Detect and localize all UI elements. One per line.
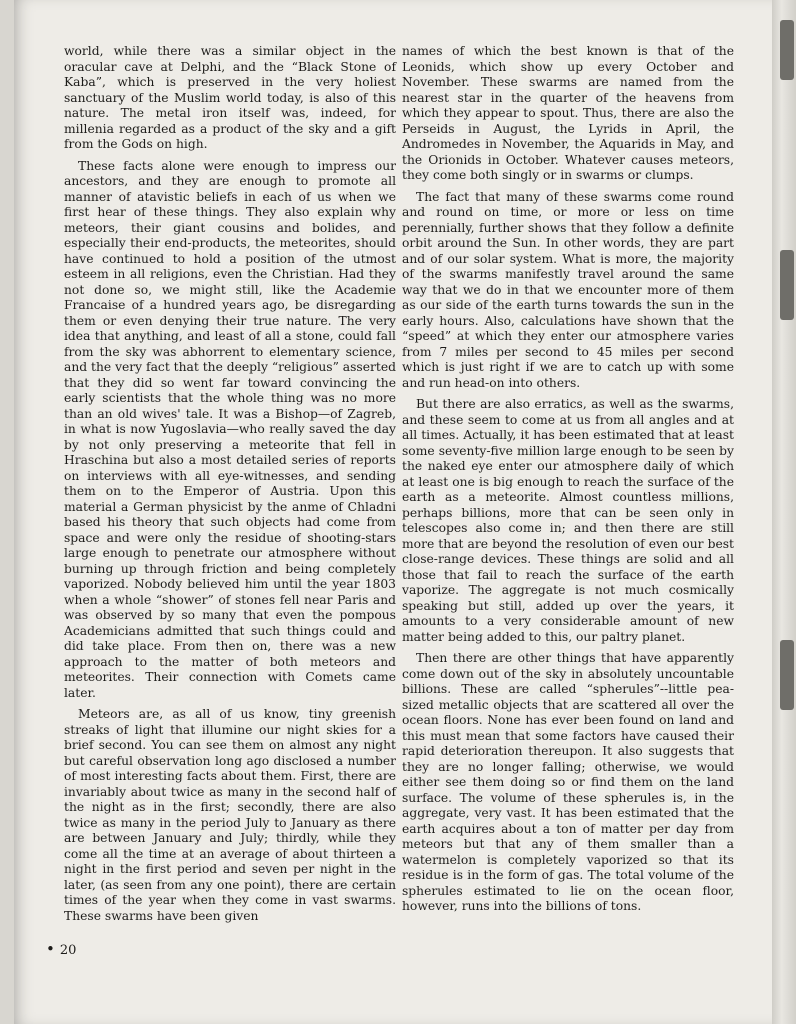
magazine-page [14, 0, 786, 1024]
paragraph: world, while there was a similar object in the oracular cave at Delphi, and the “Black Stone of Kaba”, which is preserved in the very holiest sanctuary of the Muslim world today, is also of this nature. The metal iron itself was, indeed, for millenia regarded as a product of the sky and a gift from the Gods on high. [64, 44, 396, 151]
paragraph: But there are also erratics, as well as the swarms, and these seem to come at us from all angles and at all times. Actually, it has been estimated that at least some seventy-five million large enough to be seen by the naked eye enter our atmosphere daily of which at least one is big enough to reach the surface of the earth as a meteorite. Almost countless millions, perhaps billions, more that can be seen only in telescopes also come in; and then there are still more that are beyond the resolution of even our best close-range devices. These things are solid and all those that fail to reach the surface of the earth vaporize. The aggregate is not much cosmically speaking but still, added up over the years, it amounts to a very considerable amount of new matter being added to this, our paltry planet. [402, 397, 734, 644]
page-edge [772, 0, 796, 1024]
page-number [46, 940, 76, 958]
binder-tab [780, 20, 794, 80]
paragraph: These facts alone were enough to impress our ancestors, and they are enough to promote all manner of atavistic beliefs in each of us when we first hear of these things. They also explain why meteors, their giant cousins and bolides, and especially their end-products, the meteorites, should have continued to hold a position of the utmost esteem in all religions, even the Christian. Had they not done so, we might still, like the Academie Francaise of a hundred years ago, be disregarding them or even denying their true nature. The very idea that anything, and least of all a stone, could fall from the sky was abhorrent to elementary science, and the very fact that the deeply “religious” asserted that they did so went far toward convincing the early scientists that the whole thing was no more than an old wives' tale. It was a Bishop—of Zagreb, in what is now Yugoslavia—who really saved the day by not only preserving a meteorite that fell in Hraschina but also a most detailed series of reports on interviews with all eye-witnesses, and sending them on to the Emperor of Austria. Upon this material a German physicist by the anme of Chladni based his theory that such objects had come from space and were only the residue of shooting-stars large enough to penetrate our atmosphere without burning up through friction and being completely vaporized. Nobody believed him until the year 1803 when a whole “shower” of stones fell near Paris and was observed by so many that even the pompous Academicians admitted that such things could and did take place. From then on, there was a new approach to the matter of both meteors and meteorites. Their connection with Comets came later. [64, 158, 396, 700]
right-column [402, 44, 734, 921]
paragraph: names of which the best known is that of the Leonids, which show up every October and November. These swarms are named from the nearest star in the quarter of the heavens from which they appear to spout. Thus, there are also the Perseids in August, the Lyrids in April, the Andromedes in November, the Aquarids in May, and the Orionids in October. Whatever causes meteors, they come both singly or in swarms or clumps. [402, 44, 734, 182]
binder-tab [780, 640, 794, 710]
paragraph: Meteors are, as all of us know, tiny greenish streaks of light that illumine our night skies for a brief second. You can see them on almost any night but careful observation long ago disclosed a number of most interesting facts about them. First, there are invariably about twice as many in the second half of the night as in the first; secondly, there are also twice as many in the period July to January as there are between January and July; thirdly, while they come all the time at an average of about thirteen a night in the first period and seven per night in the later, (as seen from any one point), there are certain times of the year when they come in vast swarms. These swarms have been given [64, 707, 396, 923]
paragraph: Then there are other things that have apparently come down out of the sky in absolutely uncountable billions. These are called “spherules”--little pea-sized metallic objects that are scattered all over the ocean floors. None has ever been found on land and this must mean that some factors have caused their rapid deterioration thereupon. It also suggests that they are no longer falling; otherwise, we would either see them doing so or find them on the land surface. The volume of these spherules is, in the aggregate, very vast. It has been estimated that the earth acquires about a ton of matter per day from meteors but that any of them smaller than a watermelon is completely vaporized so that its residue is in the form of gas. The total volume of the spherules estimated to lie on the ocean floor, however, runs into the billions of tons. [402, 651, 734, 913]
page-number-value: 20 [59, 943, 77, 958]
bullet-icon: • [46, 940, 55, 958]
binder-tab [780, 250, 794, 320]
paragraph: The fact that many of these swarms come round and round on time, or more or less on time perennially, further shows that they follow a definite orbit around the Sun. In other words, they are part and of our solar system. What is more, the majority of the swarms manifestly travel around the same way that we do in that we encounter more of them as our side of the earth turns towards the sun in the early hours. Also, calculations have shown that the “speed” at which they enter our atmosphere varies from 7 miles per second to 45 miles per second which is just right if we are to catch up with some and run head-on into others. [402, 189, 734, 390]
left-column [64, 44, 396, 930]
